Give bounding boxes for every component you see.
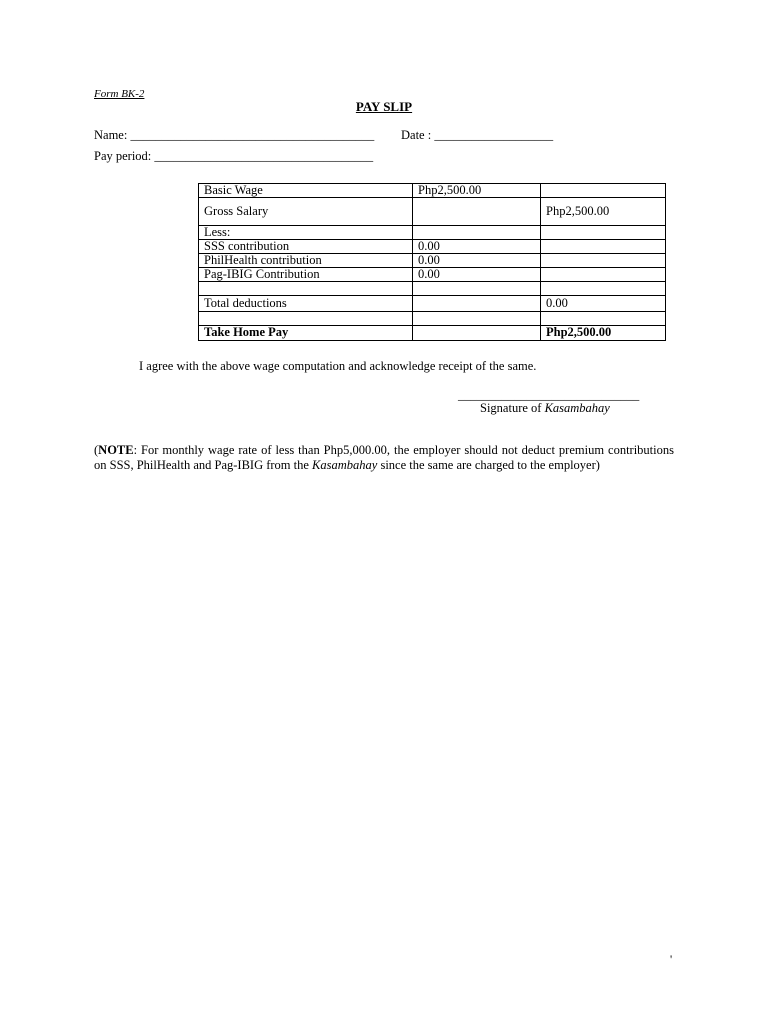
gross-salary-label: Gross Salary <box>199 198 413 226</box>
sss-label: SSS contribution <box>199 240 413 254</box>
empty-cell <box>541 282 666 296</box>
date-field[interactable]: ___________________ <box>434 128 554 142</box>
take-home-value: Php2,500.00 <box>541 326 666 341</box>
empty-cell <box>541 254 666 268</box>
note-open-paren: ( <box>94 443 99 457</box>
note-italic-word: Kasambahay <box>312 457 378 472</box>
signature-label <box>480 401 610 416</box>
form-code: Form BK-2 <box>94 88 145 100</box>
pay-period-label: Pay period: <box>94 149 152 163</box>
pagibig-label: Pag-IBIG Contribution <box>199 268 413 282</box>
name-field[interactable]: _______________________________________ <box>130 128 375 142</box>
pay-period-row <box>94 149 373 164</box>
less-label: Less: <box>199 226 413 240</box>
note-text-2: since the same are charged to the employer) <box>377 457 600 472</box>
pay-period-field[interactable]: ___________________________________ <box>154 149 374 163</box>
empty-cell <box>541 226 666 240</box>
empty-cell <box>413 282 541 296</box>
pagibig-value: 0.00 <box>413 268 541 282</box>
table-row <box>199 198 666 226</box>
table-row <box>199 312 666 326</box>
signature-prefix: Signature of <box>480 401 545 415</box>
pay-slip-table <box>198 183 666 341</box>
empty-cell <box>541 312 666 326</box>
take-home-label: Take Home Pay <box>199 326 413 341</box>
empty-cell <box>413 198 541 226</box>
philhealth-label: PhilHealth contribution <box>199 254 413 268</box>
empty-cell <box>413 312 541 326</box>
note-label: NOTE <box>98 443 134 457</box>
table-row <box>199 226 666 240</box>
total-deductions-label: Total deductions <box>199 296 413 312</box>
name-row <box>94 128 374 143</box>
empty-cell <box>413 296 541 312</box>
table-row <box>199 240 666 254</box>
agreement-statement: I agree with the above wage computation and acknowledge receipt of the same. <box>139 359 537 373</box>
date-row <box>401 128 553 143</box>
empty-cell <box>413 226 541 240</box>
basic-wage-label: Basic Wage <box>199 184 413 198</box>
table-row <box>199 254 666 268</box>
gross-salary-value: Php2,500.00 <box>541 198 666 226</box>
signature-line[interactable]: _____________________________ <box>458 388 640 402</box>
empty-cell <box>413 326 541 341</box>
signature-italic: Kasambahay <box>544 401 610 415</box>
empty-cell <box>199 312 413 326</box>
table-row <box>199 296 666 312</box>
basic-wage-value: Php2,500.00 <box>413 184 541 198</box>
note-paragraph <box>94 443 674 472</box>
table-row <box>199 326 666 341</box>
empty-cell <box>541 240 666 254</box>
page-mark: ' <box>670 952 673 966</box>
date-label: Date : <box>401 128 432 142</box>
table-row <box>199 184 666 198</box>
name-label: Name: <box>94 128 128 142</box>
philhealth-value: 0.00 <box>413 254 541 268</box>
sss-value: 0.00 <box>413 240 541 254</box>
note-text-1: : For monthly wage rate of less than Php5,000.00, the employer should not deduct premium contributions on SSS, PhilHealth and Pag-IBIG from the <box>94 443 674 472</box>
page-title: PAY SLIP <box>355 99 413 114</box>
total-deductions-value: 0.00 <box>541 296 666 312</box>
empty-cell <box>541 268 666 282</box>
empty-cell <box>541 184 666 198</box>
empty-cell <box>199 282 413 296</box>
table-row <box>199 268 666 282</box>
table-row <box>199 282 666 296</box>
